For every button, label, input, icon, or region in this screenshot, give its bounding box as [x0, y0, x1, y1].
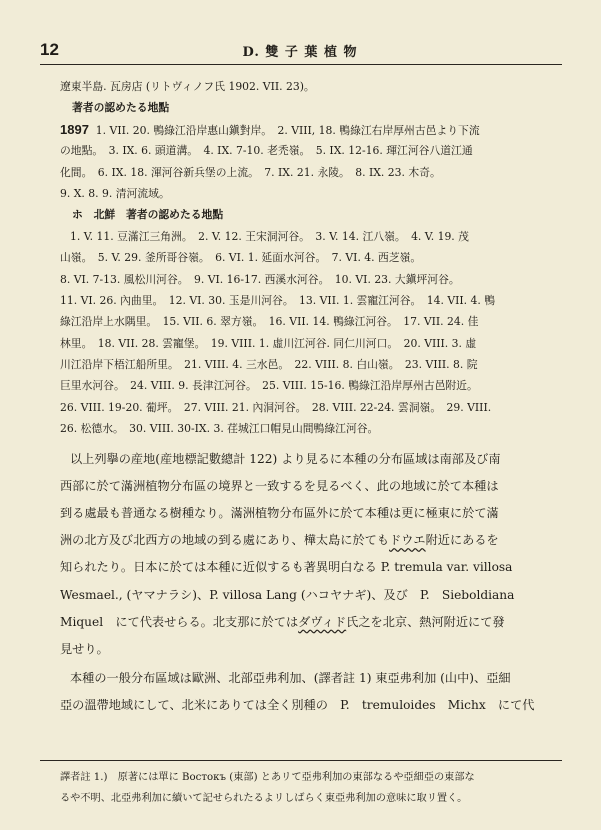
record-line: 綠江沿岸上水隅里。 15. VII. 6. 翠方嶺。 16. VII. 14. 鴨綠江河谷。 17. VII. 24. 佳 [60, 315, 479, 329]
paragraph-line: Miquel にて代表せらる。北支那に於てはダヴィド氏之を北京、熱河附近にて發 [60, 614, 505, 629]
record-line: 遼東半島. 瓦房店 (リトヴィノフ氏 1902. VII. 23)。 [60, 80, 315, 93]
page-body [60, 76, 560, 720]
footnote-line: るや不明、北亞弗利加に續いて記せられたるよリしばらく東亞弗利加の意味に取リ置く。 [60, 792, 468, 804]
record-line: 化間。 6. IX. 18. 渾河谷新兵堡の上流。 7. IX. 21. 永陵。 8. IX. 23. 木奇。 [60, 165, 441, 179]
record-line: 林里。 18. VII. 28. 雲寵堡。 19. VIII. 1. 虛川江河谷. 同仁川河口。 20. VIII. 3. 虛 [60, 336, 477, 350]
paragraph-line: 西部に於て滿洲植物分布區の境界と一致するを見るべく、此の地域に於て本種は [60, 478, 499, 493]
section-heading-author-sites: 著者の認めたる地點 [72, 101, 170, 115]
footnote-line: 譯者註 1.) 原著には單に Востокъ (東部) とあリて亞弗利加の東部なるや亞細亞の東部な [60, 772, 475, 783]
paragraph-line: Wesmael., (ヤマナラシ)、P. villosa Lang (ハコヤナギ)、及び P. Sieboldiana [60, 587, 515, 602]
record-line: 26. 松德水。 30. VIII. 30-IX. 3. 荏城江口帽見山間鴨綠江河谷。 [60, 422, 379, 436]
section-heading-north-korea: ホ 北鮮 著者の認めたる地點 [72, 208, 224, 222]
general-distribution-paragraph [60, 665, 560, 719]
paragraph-line: 洲の北方及び北西方の地域の到る處にあり、樺太島に於てもドウエ附近にあるを [60, 533, 499, 548]
page-number: 12 [40, 40, 59, 59]
running-header [40, 38, 560, 64]
person-name-david: ダヴィド [298, 614, 347, 629]
person-name-doue: ドウエ [389, 533, 426, 548]
record-line: 山嶺。 5. V. 29. 釜所哥谷嶺。 6. VI. 1. 延面水河谷。 7. VI. 4. 西芝嶺。 [60, 251, 422, 265]
header-rule [40, 64, 562, 65]
paragraph-line: 本種の一般分布區域は歐洲、北部亞弗利加、(譯者註 1) 東亞弗利加 (山中)、亞細 [70, 671, 511, 686]
translator-footnote [60, 768, 560, 809]
record-line: 川江沿岸下梧江船所里。 21. VIII. 4. 三水邑。 22. VIII. 8. 白山嶺。 23. VIII. 8. 院 [60, 358, 478, 372]
paragraph-line: 知られたり。日本に於ては本種に近似するも著異明白なる P. tremula var. villosa [60, 560, 513, 575]
record-line: の地點。 3. IX. 6. 頭道溝。 4. IX. 7-10. 老禿嶺。 5. IX. 12-16. 琿江河谷八道江通 [60, 144, 473, 158]
record-line: 1897 1. VII. 20. 鴨綠江沿岸惠山鎭對岸。 2. VIII, 18. 鴨綠江右岸厚州古邑より下流 [60, 121, 480, 137]
year-1897: 1897 [60, 121, 89, 137]
paragraph-line: 亞の溫帶地域にして、北米にありては全く別種の P. tremuloides Michx にて代 [60, 698, 535, 713]
footnote-rule [40, 760, 562, 761]
record-line: 26. VIII. 19-20. 葡坪。 27. VIII. 21. 內洞河谷。 28. VIII. 22-24. 雲洞嶺。 29. VIII. [60, 400, 492, 414]
record-line: 11. VI. 26. 內曲里。 12. VI. 30. 玉是川河谷。 13. VII. 1. 雲寵江河谷。 14. VII. 4. 鴨 [60, 293, 496, 307]
paragraph-line: 見せり。 [60, 641, 109, 656]
record-line: 巨里水河谷。 24. VIII. 9. 長津江河谷。 25. VIII. 15-16. 鴨綠江沿岸厚州古邑附近。 [60, 379, 478, 393]
running-title: D. 雙 子 葉 植 物 [242, 45, 358, 60]
paragraph-line: 到る處最も普通なる樹種なり。滿洲植物分布區外に於て本種は更に極東に於て滿 [60, 506, 499, 521]
record-line: 9. X. 8. 9. 清河流域。 [60, 186, 170, 200]
paragraph-line: 以上列擧の産地(産地標記數總計 122) より見るに本種の分布區域は南部及び南 [70, 451, 501, 466]
distribution-paragraph [60, 446, 560, 664]
record-line: 8. VI. 7-13. 風松川河谷。 9. VI. 16-17. 西溪水河谷。 10. VI. 23. 大鎭坪河谷。 [60, 272, 460, 286]
record-line: 1. V. 11. 豆滿江三角洲。 2. V. 12. 王宋洞河谷。 3. V. 14. 江八嶺。 4. V. 19. 茂 [70, 229, 469, 243]
